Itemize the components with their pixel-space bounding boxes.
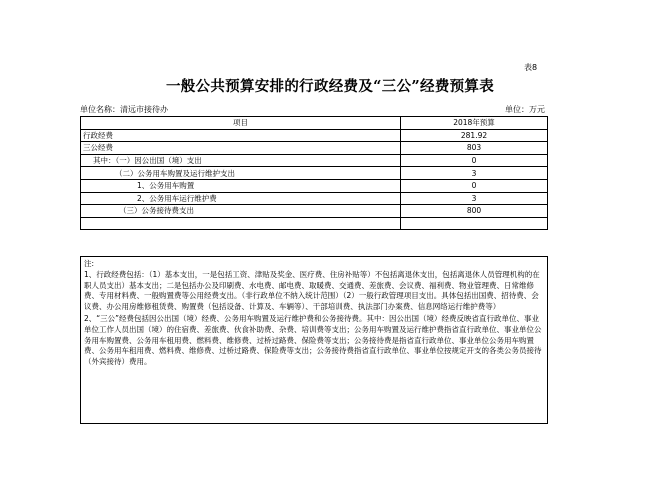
row-value [401,217,548,230]
unit-name: 单位名称：清远市接待办 [80,105,168,114]
table-row [81,217,548,230]
row-label [81,217,401,230]
table-row [81,205,548,218]
budget-table [80,116,548,230]
table-row [81,179,548,192]
table-row [81,192,548,205]
row-label: （二）公务用车购置及运行维护支出 [81,167,401,180]
row-label: 行政经费 [81,129,401,142]
row-label: 其中：（一）因公出国（境）支出 [81,154,401,167]
row-label: 三公经费 [81,142,401,155]
header-item: 项目 [81,117,401,130]
note-1: 1、行政经费包括：（1）基本支出，一是包括工资、津贴及奖金、医疗费、住房补贴等）不包括离退休支出，包括离退休人员管理机构的在职人员支出）基本支出；二是包括办公及印刷费、水电费、邮电费、取暖费、交通费、差旅费、会议费、福利费、物业管理费、日常维修费、专用材料费、一般购置费等公用经费支出。（非行政单位不纳入统计范围）（2）一般行政管理项目支出。具体包括出国费、招待费、会议费、办公用房维修租赁费、购置费（包括设备、计算及、车辆等）、干部培训费、执法部门办案费、信息网络运行维护费等） [84,269,540,312]
notes-label: 注: [84,259,95,268]
table-row [81,129,548,142]
row-value: 0 [401,154,548,167]
table-row [81,142,548,155]
notes-box [80,256,548,424]
header-value: 2018年预算 [401,117,548,130]
page-title: 一般公共预算安排的行政经费及“三公”经费预算表 [165,78,495,95]
table-row [81,154,548,167]
unit-currency: 单位：万元 [505,105,545,114]
row-value: 281.92 [401,129,548,142]
row-label: 2、公务用车运行维护费 [81,192,401,205]
note-2: 2、“三公”经费包括因公出国（境）经费、公务用车购置及运行维护费和公务接待费。其中：因公出国（境）经费反映省直行政单位、事业单位工作人员出国（境）的住宿费、差旅费、伙食补助费、杂费、培训费等支出；公务用车购置及运行维护费指省直行政单位、事业单位公务用车购置费、公务用车租用费、燃料费、维修费、过桥过路费、保险费等支出；公务接待费是指省直行政单位、事业单位公务用车购置费、公务用车租用费、燃料费、维修费、过桥过路费、保险费等支出；公务接待费指省直行政单位、事业单位按规定开支的各类公务员接待（外宾接待）费用。 [84,313,542,367]
row-value: 803 [401,142,548,155]
row-label: 1、公务用车购置 [81,179,401,192]
row-label: （三）公务接待费支出 [81,205,401,218]
row-value: 3 [401,167,548,180]
row-value: 0 [401,179,548,192]
row-value: 3 [401,192,548,205]
table-number: 表8 [524,63,538,72]
table-header-row [81,117,548,130]
table-row [81,167,548,180]
row-value: 800 [401,205,548,218]
